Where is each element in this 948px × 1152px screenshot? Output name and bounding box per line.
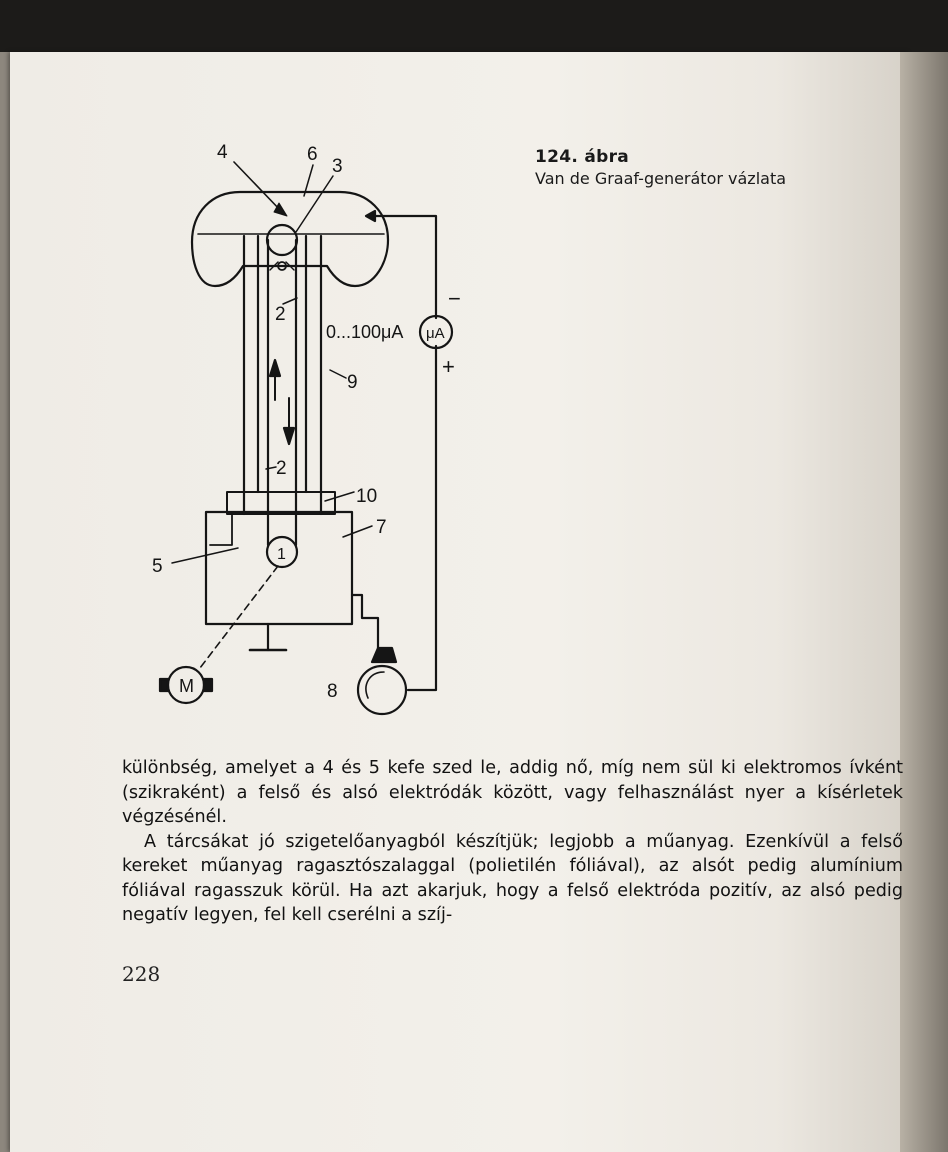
figure-title: Van de Graaf-generátor vázlata [535, 169, 787, 188]
figure-number: 124. ábra [535, 147, 630, 167]
label-4: 4 [217, 142, 228, 163]
page-number: 228 [122, 962, 161, 986]
lower-wire [352, 595, 378, 648]
label-6: 6 [307, 144, 318, 165]
meter-minus-sign: − [448, 286, 461, 311]
label-3: 3 [332, 156, 343, 177]
figure-caption [535, 147, 865, 188]
meter-return-wire [408, 346, 436, 690]
label-5: 5 [152, 556, 163, 577]
meter-plus-sign: + [442, 354, 455, 379]
label-8: 8 [327, 681, 338, 702]
meter-unit-label: μA [426, 325, 445, 342]
upper-pulley [267, 225, 297, 255]
label-10: 10 [356, 486, 378, 507]
lower-brush [210, 514, 232, 545]
paragraph-1: különbség, amelyet a 4 és 5 kefe szed le, addig nő, míg nem sül ki elektromos ívként (szikraként) a felső és alsó elektródák között, vagy felhasználást nyer a kísérletek végzésénél. [122, 758, 903, 827]
meter-upper-wire [375, 216, 436, 318]
wire-arrowhead [366, 211, 375, 221]
label-2-lower: 2 [276, 458, 287, 479]
label-2-upper: 2 [275, 304, 286, 325]
meter-range-label: 0...100μA [326, 322, 404, 342]
label-1: 1 [277, 546, 286, 563]
motor-coupling [200, 566, 278, 668]
label-9: 9 [347, 372, 358, 393]
body-text [122, 756, 903, 928]
upper-electrode [192, 192, 388, 286]
motor-label: M [179, 676, 194, 696]
label-7: 7 [376, 517, 387, 538]
paragraph-2: A tárcsákat jó szigetelőanyagból készítjük; legjobb a műanyag. Ezenkívül a felső kereket műanyag ragasztószalaggal (polietilén fóliával), az alsót pedig alumínium fóliával ragasszuk körül. Ha azt akarjuk, hogy a felső elektróda pozitív, az alsó pedig negatív legyen, fel kell cserélni a szíj- [122, 831, 903, 925]
base-housing [206, 512, 352, 624]
